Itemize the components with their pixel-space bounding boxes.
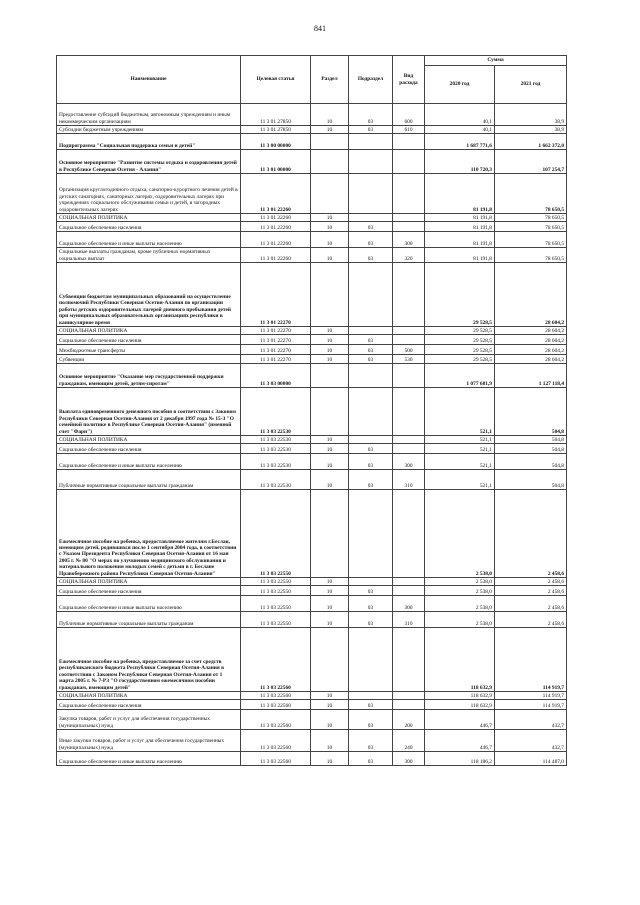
row-razdel: 10 xyxy=(311,730,349,752)
row-value-2021: 38,9 xyxy=(495,126,567,134)
row-target-code: 11 3 00 00000 xyxy=(241,134,311,150)
header-2021: 2021 год xyxy=(495,66,567,104)
row-podrazdel: 03 xyxy=(349,470,393,490)
row-target-code: 11 3 03 22560 xyxy=(241,710,311,730)
row-target-code: 11 3 01 22260 xyxy=(241,174,311,214)
row-razdel: 10 xyxy=(311,222,349,232)
row-value-2020: 2 538,0 xyxy=(425,586,495,596)
row-value-2020: 29 528,5 xyxy=(425,327,495,335)
header-sum: Сумма xyxy=(425,56,567,66)
table-row xyxy=(57,730,567,752)
row-name: Социальное обеспечение и иные выплаты населению xyxy=(57,752,241,766)
row-target-code: 11 3 03 22550 xyxy=(241,586,311,596)
row-target-code: 11 3 01 22270 xyxy=(241,263,311,327)
row-name: СОЦИАЛЬНАЯ ПОЛИТИКА xyxy=(57,327,241,335)
table-row xyxy=(57,752,567,766)
row-target-code: 11 3 01 22260 xyxy=(241,222,311,232)
row-name: Межбюджетные трансферты xyxy=(57,345,241,355)
row-razdel: 10 xyxy=(311,355,349,364)
row-vid: 300 xyxy=(393,454,425,470)
row-vid: 300 xyxy=(393,232,425,248)
row-target-code: 11 3 03 00000 xyxy=(241,364,311,388)
row-vid: 200 xyxy=(393,710,425,730)
row-name: Социальное обеспечение населения xyxy=(57,444,241,454)
row-value-2020: 521,1 xyxy=(425,388,495,436)
row-target-code: 11 3 01 22270 xyxy=(241,335,311,345)
row-razdel: 10 xyxy=(311,444,349,454)
row-name: СОЦИАЛЬНАЯ ПОЛИТИКА xyxy=(57,578,241,586)
table-row xyxy=(57,596,567,612)
row-vid xyxy=(393,174,425,214)
table-row xyxy=(57,150,567,174)
table-row xyxy=(57,364,567,388)
row-vid xyxy=(393,134,425,150)
row-name: СОЦИАЛЬНАЯ ПОЛИТИКА xyxy=(57,214,241,222)
table-row xyxy=(57,232,567,248)
row-name: Основное мероприятие "Оказание мер государственной поддержки гражданам, имеющим детей, детям-сиротам" xyxy=(57,364,241,388)
row-podrazdel xyxy=(349,364,393,388)
table-row xyxy=(57,700,567,710)
row-razdel: 10 xyxy=(311,470,349,490)
row-podrazdel: 03 xyxy=(349,222,393,232)
table-row xyxy=(57,355,567,364)
row-target-code: 11 3 01 22260 xyxy=(241,248,311,263)
row-name: Субвенции бюджетам муниципальных образований на осуществление полномочий Республики Северная Осетия-Алания по организации работы детских оздоровительных лагерей дневного пребывания детей при муниципальных образовательных организациях республики в каникулярное время xyxy=(57,263,241,327)
row-podrazdel: 03 xyxy=(349,335,393,345)
row-vid xyxy=(393,490,425,578)
row-podrazdel xyxy=(349,692,393,700)
row-razdel xyxy=(311,364,349,388)
row-target-code: 11 3 01 27850 xyxy=(241,126,311,134)
row-name: СОЦИАЛЬНАЯ ПОЛИТИКА xyxy=(57,692,241,700)
table-row xyxy=(57,134,567,150)
row-razdel: 10 xyxy=(311,327,349,335)
row-target-code: 11 3 01 22270 xyxy=(241,355,311,364)
row-value-2021: 28 604,2 xyxy=(495,327,567,335)
row-value-2021: 78 650,5 xyxy=(495,232,567,248)
row-podrazdel: 03 xyxy=(349,612,393,628)
row-vid: 530 xyxy=(393,355,425,364)
row-name: Предоставление субсидий бюджетным, автономным учреждениям и иным некоммерческим организациям xyxy=(57,104,241,126)
table-row xyxy=(57,214,567,222)
row-razdel: 10 xyxy=(311,710,349,730)
row-value-2020: 29 528,5 xyxy=(425,263,495,327)
row-name: Субвенции xyxy=(57,355,241,364)
row-target-code: 11 3 01 22270 xyxy=(241,345,311,355)
row-target-code: 11 3 01 22260 xyxy=(241,214,311,222)
row-podrazdel xyxy=(349,134,393,150)
table-row xyxy=(57,327,567,335)
row-name: Социальное обеспечение и иные выплаты населению xyxy=(57,454,241,470)
row-podrazdel: 03 xyxy=(349,700,393,710)
row-vid xyxy=(393,263,425,327)
row-razdel xyxy=(311,263,349,327)
row-target-code: 11 3 01 22260 xyxy=(241,232,311,248)
row-target-code: 11 3 03 22560 xyxy=(241,628,311,692)
row-value-2021: 28 604,2 xyxy=(495,355,567,364)
row-value-2021: 114 919,7 xyxy=(495,628,567,692)
table-row xyxy=(57,174,567,214)
row-razdel: 10 xyxy=(311,436,349,444)
row-value-2021: 38,9 xyxy=(495,104,567,126)
table-row xyxy=(57,222,567,232)
row-razdel xyxy=(311,490,349,578)
row-target-code: 11 3 03 22530 xyxy=(241,436,311,444)
row-razdel: 10 xyxy=(311,700,349,710)
row-name: Выплата единовременного денежного пособия в соответствии с Законом Республики Северная Осетия-Алания от 2 декабря 1997 года № 15-З "О семейной политике в Республике Северная Осетия-Алания" (именной счет "Фарн") xyxy=(57,388,241,436)
row-value-2021: 114 919,7 xyxy=(495,692,567,700)
row-value-2021: 114 919,7 xyxy=(495,700,567,710)
row-vid xyxy=(393,335,425,345)
row-name: Ежемесячное пособие на ребенка, предоставляемое за счет средств республиканского бюджета Республики Северная Осетия-Алания в соответствии с Законом Республики Северная Осетия-Алания от 1 марта 2005 г. № 7-РЗ "О государственном ежемесячном пособии гражданам, имеющим детей" xyxy=(57,628,241,692)
table-row xyxy=(57,126,567,134)
row-razdel: 10 xyxy=(311,596,349,612)
row-value-2020: 2 538,0 xyxy=(425,612,495,628)
row-podrazdel: 03 xyxy=(349,248,393,263)
row-razdel xyxy=(311,134,349,150)
row-podrazdel: 03 xyxy=(349,345,393,355)
row-podrazdel xyxy=(349,388,393,436)
row-target-code: 11 3 03 22530 xyxy=(241,388,311,436)
row-value-2021: 2 458,6 xyxy=(495,490,567,578)
row-value-2020: 81 191,8 xyxy=(425,222,495,232)
row-name: Иные закупки товаров, работ и услуг для обеспечения государственных (муниципальных) нужд xyxy=(57,730,241,752)
row-value-2020: 521,1 xyxy=(425,454,495,470)
row-value-2021: 1 662 372,0 xyxy=(495,134,567,150)
row-value-2020: 521,1 xyxy=(425,470,495,490)
table-row xyxy=(57,692,567,700)
row-vid xyxy=(393,628,425,692)
row-name: Социальные выплаты гражданам, кроме публичных нормативных социальных выплат xyxy=(57,248,241,263)
row-value-2020: 29 528,5 xyxy=(425,335,495,345)
row-value-2021: 114 487,0 xyxy=(495,752,567,766)
row-value-2020: 40,1 xyxy=(425,126,495,134)
row-target-code: 11 3 03 22530 xyxy=(241,470,311,490)
row-target-code: 11 3 03 22560 xyxy=(241,692,311,700)
row-vid xyxy=(393,436,425,444)
row-podrazdel xyxy=(349,150,393,174)
row-razdel: 10 xyxy=(311,104,349,126)
row-target-code: 11 3 03 22560 xyxy=(241,752,311,766)
row-value-2021: 107 254,7 xyxy=(495,150,567,174)
row-podrazdel: 03 xyxy=(349,730,393,752)
row-value-2021: 1 127 118,4 xyxy=(495,364,567,388)
table-row xyxy=(57,628,567,692)
row-value-2020: 521,1 xyxy=(425,444,495,454)
row-name: Социальное обеспечение и иные выплаты населению xyxy=(57,596,241,612)
row-name: Публичные нормативные социальные выплаты гражданам xyxy=(57,470,241,490)
row-value-2021: 504,8 xyxy=(495,454,567,470)
table-row xyxy=(57,490,567,578)
budget-table xyxy=(56,55,567,766)
header-vid: Вид расхода xyxy=(393,56,425,104)
row-name: Социальное обеспечение населения xyxy=(57,700,241,710)
header-code: Целевая статья xyxy=(241,56,311,104)
row-vid xyxy=(393,388,425,436)
table-row xyxy=(57,388,567,436)
row-razdel xyxy=(311,174,349,214)
row-value-2021: 432,7 xyxy=(495,710,567,730)
row-value-2020: 81 191,8 xyxy=(425,214,495,222)
row-target-code: 11 3 03 22530 xyxy=(241,444,311,454)
row-razdel: 10 xyxy=(311,126,349,134)
row-vid: 600 xyxy=(393,104,425,126)
row-vid: 320 xyxy=(393,248,425,263)
row-value-2020: 29 528,5 xyxy=(425,355,495,364)
row-razdel: 10 xyxy=(311,692,349,700)
row-vid xyxy=(393,700,425,710)
row-name: Социальное обеспечение населения xyxy=(57,586,241,596)
row-value-2020: 2 538,0 xyxy=(425,490,495,578)
row-value-2021: 78 650,5 xyxy=(495,174,567,214)
row-value-2020: 118 632,9 xyxy=(425,628,495,692)
row-razdel: 10 xyxy=(311,232,349,248)
row-value-2021: 2 458,6 xyxy=(495,596,567,612)
row-target-code: 11 3 03 22550 xyxy=(241,578,311,586)
row-value-2021: 78 650,5 xyxy=(495,222,567,232)
row-razdel: 10 xyxy=(311,454,349,470)
row-target-code: 11 3 01 00000 xyxy=(241,150,311,174)
row-value-2020: 40,1 xyxy=(425,104,495,126)
row-value-2021: 28 604,2 xyxy=(495,335,567,345)
row-vid xyxy=(393,692,425,700)
table-row xyxy=(57,436,567,444)
row-value-2020: 81 191,8 xyxy=(425,232,495,248)
row-name: Закупка товаров, работ и услуг для обеспечения государственных (муниципальных) нужд xyxy=(57,710,241,730)
table-row xyxy=(57,710,567,730)
table-header xyxy=(57,56,567,104)
table-row xyxy=(57,612,567,628)
row-value-2021: 2 458,6 xyxy=(495,578,567,586)
row-value-2021: 2 458,6 xyxy=(495,612,567,628)
header-razdel: Раздел xyxy=(311,56,349,104)
row-vid xyxy=(393,214,425,222)
row-podrazdel: 03 xyxy=(349,126,393,134)
row-name: Подпрограмма "Социальная поддержка семьи и детей" xyxy=(57,134,241,150)
row-value-2020: 446,7 xyxy=(425,710,495,730)
table-row xyxy=(57,470,567,490)
row-podrazdel: 03 xyxy=(349,454,393,470)
row-value-2020: 2 538,0 xyxy=(425,578,495,586)
table-row xyxy=(57,454,567,470)
row-target-code: 11 3 01 27850 xyxy=(241,104,311,126)
row-razdel: 10 xyxy=(311,335,349,345)
row-target-code: 11 3 03 22530 xyxy=(241,454,311,470)
row-name: Субсидии бюджетным учреждениям xyxy=(57,126,241,134)
table-row xyxy=(57,248,567,263)
row-name: Социальное обеспечение населения xyxy=(57,222,241,232)
table-row xyxy=(57,578,567,586)
row-value-2020: 29 528,5 xyxy=(425,345,495,355)
row-podrazdel: 03 xyxy=(349,104,393,126)
row-razdel xyxy=(311,150,349,174)
row-vid xyxy=(393,444,425,454)
row-target-code: 11 3 03 22560 xyxy=(241,730,311,752)
row-vid: 300 xyxy=(393,752,425,766)
row-name: Социальное обеспечение населения xyxy=(57,335,241,345)
row-name: Основное мероприятие "Развитие системы отдыха и оздоровления детей в Республике Северная Осетия - Алания" xyxy=(57,150,241,174)
table-row xyxy=(57,104,567,126)
row-podrazdel: 03 xyxy=(349,752,393,766)
row-podrazdel: 03 xyxy=(349,710,393,730)
row-value-2020: 1 077 681,9 xyxy=(425,364,495,388)
header-name: Наименование xyxy=(57,56,241,104)
table-row xyxy=(57,586,567,596)
row-value-2020: 521,1 xyxy=(425,436,495,444)
table-body xyxy=(57,104,567,766)
row-podrazdel xyxy=(349,214,393,222)
row-target-code: 11 3 01 22270 xyxy=(241,327,311,335)
row-value-2021: 504,8 xyxy=(495,444,567,454)
row-razdel: 10 xyxy=(311,345,349,355)
row-vid: 310 xyxy=(393,612,425,628)
row-razdel: 10 xyxy=(311,752,349,766)
row-vid xyxy=(393,327,425,335)
row-value-2020: 81 191,8 xyxy=(425,174,495,214)
row-value-2020: 118 632,9 xyxy=(425,692,495,700)
row-razdel: 10 xyxy=(311,612,349,628)
row-value-2021: 504,8 xyxy=(495,388,567,436)
row-value-2021: 504,8 xyxy=(495,436,567,444)
row-vid: 300 xyxy=(393,596,425,612)
row-target-code: 11 3 03 22550 xyxy=(241,490,311,578)
row-razdel: 10 xyxy=(311,578,349,586)
row-value-2021: 2 458,6 xyxy=(495,586,567,596)
row-value-2021: 28 604,2 xyxy=(495,263,567,327)
row-vid xyxy=(393,578,425,586)
row-value-2020: 2 538,0 xyxy=(425,596,495,612)
table-row xyxy=(57,263,567,327)
row-value-2021: 78 650,5 xyxy=(495,248,567,263)
row-value-2020: 81 191,8 xyxy=(425,248,495,263)
row-value-2021: 432,7 xyxy=(495,730,567,752)
row-name: Социальное обеспечение и иные выплаты населению xyxy=(57,232,241,248)
row-value-2020: 118 186,2 xyxy=(425,752,495,766)
row-value-2020: 1 687 771,6 xyxy=(425,134,495,150)
row-value-2020: 446,7 xyxy=(425,730,495,752)
row-vid: 610 xyxy=(393,126,425,134)
row-name: Организация круглогодичного отдыха, санаторно-курортного лечения детей в детских санаториях, санаторных лагерях, оздоровительных лагерях при учреждениях социального обслуживания семьи и детей, в загородных оздоровительных лагерях xyxy=(57,174,241,214)
row-podrazdel: 03 xyxy=(349,232,393,248)
row-podrazdel: 03 xyxy=(349,444,393,454)
table-row xyxy=(57,444,567,454)
row-target-code: 11 3 03 22560 xyxy=(241,700,311,710)
row-vid: 310 xyxy=(393,470,425,490)
row-podrazdel xyxy=(349,628,393,692)
row-podrazdel xyxy=(349,490,393,578)
header-podrazdel: Подраздел xyxy=(349,56,393,104)
row-vid xyxy=(393,150,425,174)
table-row xyxy=(57,335,567,345)
row-vid: 500 xyxy=(393,345,425,355)
row-vid: 240 xyxy=(393,730,425,752)
row-value-2020: 110 720,3 xyxy=(425,150,495,174)
row-value-2020: 118 632,9 xyxy=(425,700,495,710)
row-target-code: 11 3 03 22550 xyxy=(241,612,311,628)
table-row xyxy=(57,345,567,355)
row-razdel xyxy=(311,388,349,436)
header-2020: 2020 год xyxy=(425,66,495,104)
row-name: Публичные нормативные социальные выплаты гражданам xyxy=(57,612,241,628)
row-podrazdel xyxy=(349,327,393,335)
row-razdel xyxy=(311,628,349,692)
row-podrazdel xyxy=(349,263,393,327)
page-number: 841 xyxy=(314,24,326,33)
row-value-2021: 504,8 xyxy=(495,470,567,490)
row-vid xyxy=(393,364,425,388)
row-value-2021: 28 604,2 xyxy=(495,345,567,355)
row-vid xyxy=(393,586,425,596)
row-podrazdel xyxy=(349,578,393,586)
row-name: СОЦИАЛЬНАЯ ПОЛИТИКА xyxy=(57,436,241,444)
row-value-2021: 78 650,5 xyxy=(495,214,567,222)
row-podrazdel: 03 xyxy=(349,586,393,596)
row-name: Ежемесячное пособие на ребенка, предоставляемое жителям г.Беслан, имеющим детей, родившихся после 1 сентября 2004 года, в соответствии с Указом Президента Республики Северная Осетия-Алания от 16 мая 2005 г. № 80 "О мерах по улучшению медицинского обслуживания и материального положения молодых семей с детьми в г. Беслане Правобережного района Республики Северная Осетия-Алания" xyxy=(57,490,241,578)
row-razdel: 10 xyxy=(311,586,349,596)
row-podrazdel xyxy=(349,436,393,444)
row-target-code: 11 3 03 22550 xyxy=(241,596,311,612)
row-podrazdel: 03 xyxy=(349,596,393,612)
row-razdel: 10 xyxy=(311,248,349,263)
row-podrazdel xyxy=(349,174,393,214)
row-razdel: 10 xyxy=(311,214,349,222)
row-podrazdel: 03 xyxy=(349,355,393,364)
row-vid xyxy=(393,222,425,232)
